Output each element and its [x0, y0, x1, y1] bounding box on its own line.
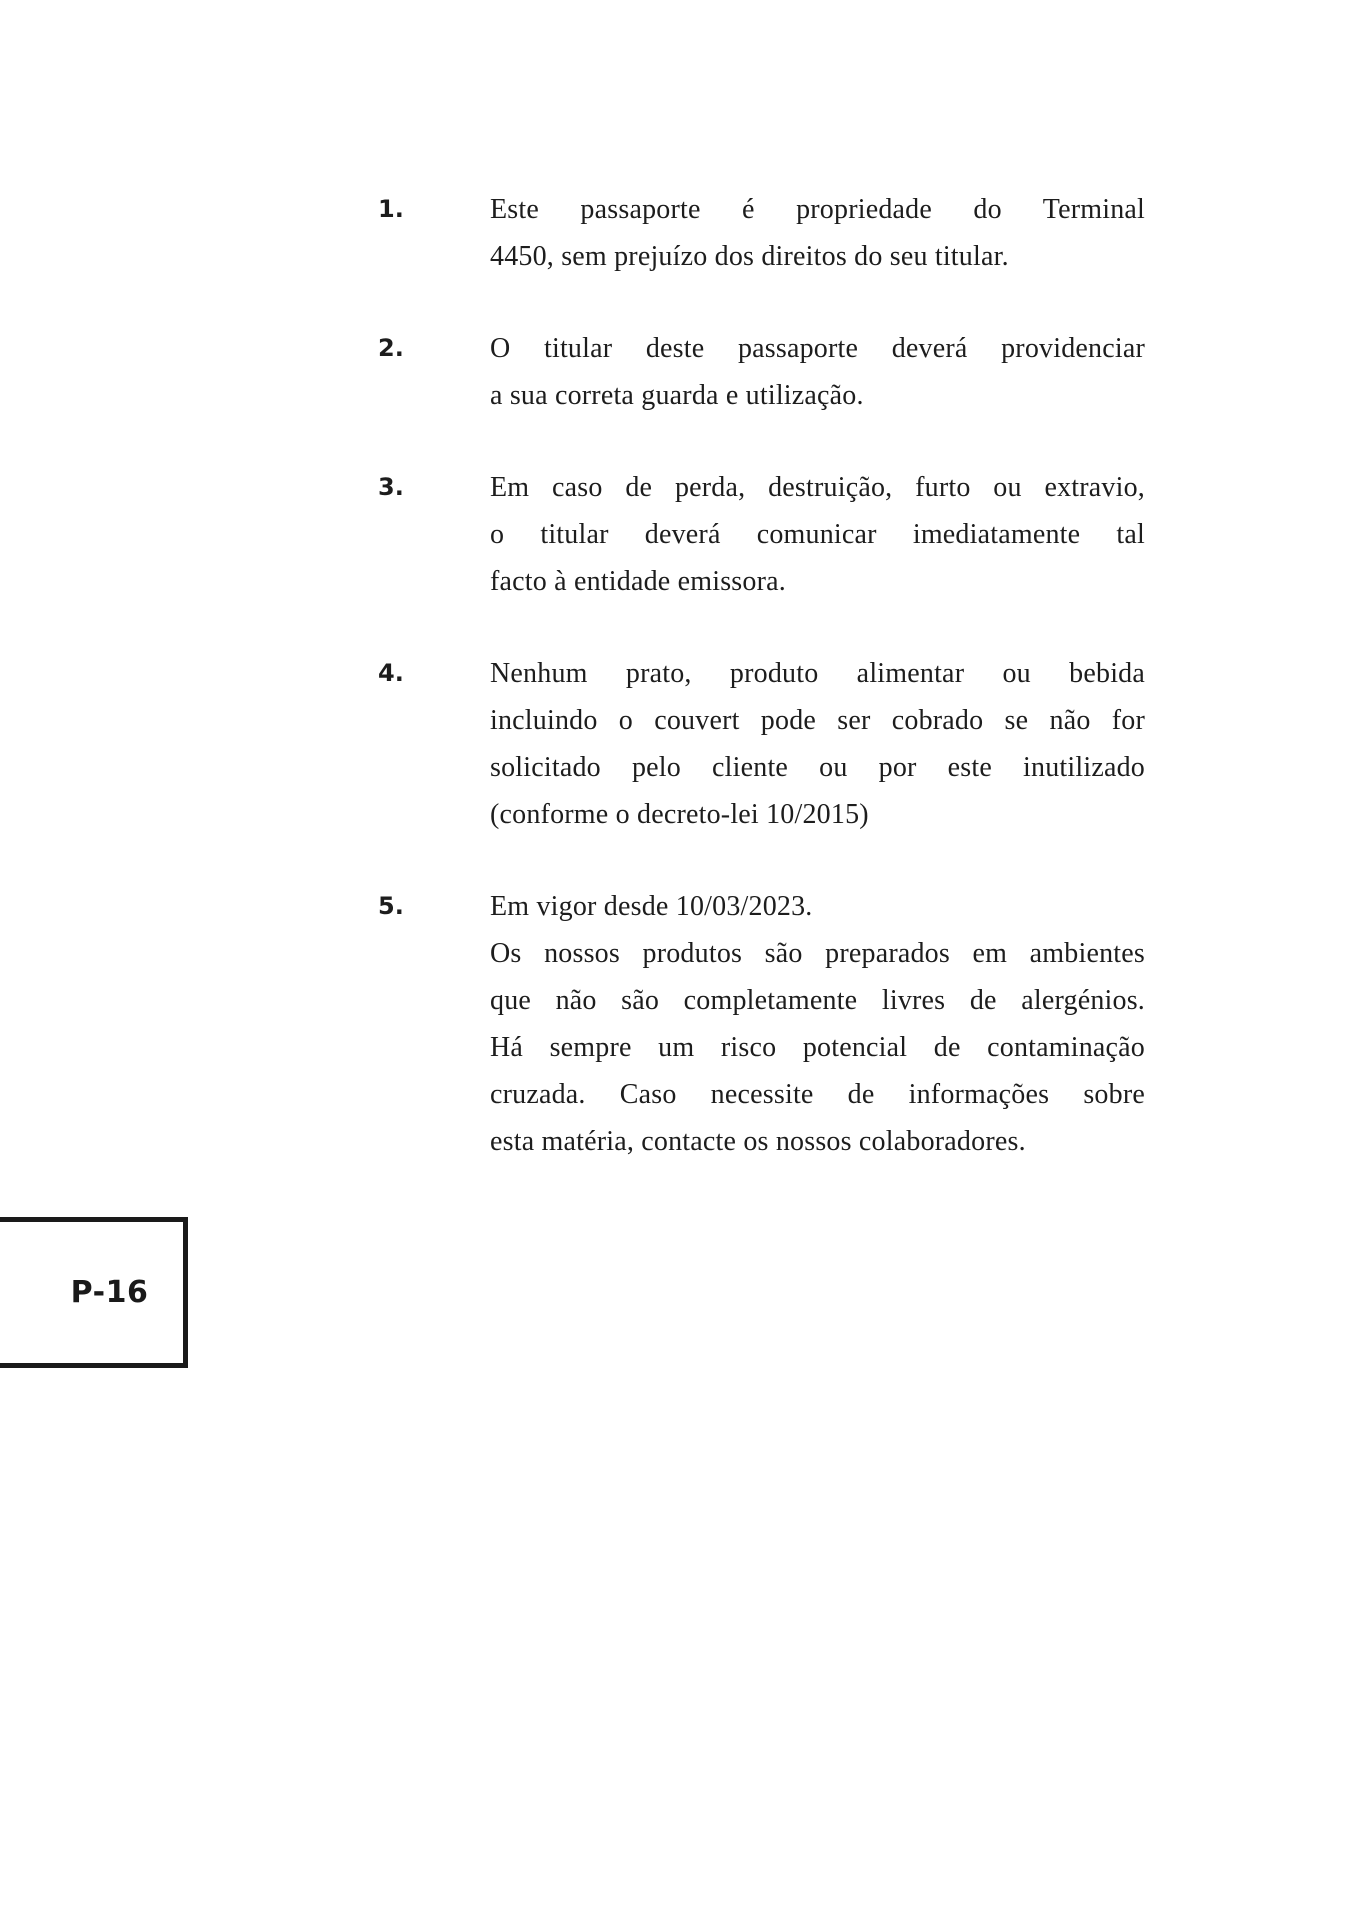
text-line: solicitado pelo cliente ou por este inutilizado — [490, 752, 1145, 783]
list-item — [378, 650, 1145, 838]
text-line: Em vigor desde 10/03/2023. — [490, 891, 813, 922]
text-line: Este passaporte é propriedade do Terminal — [490, 194, 1145, 225]
text-line: esta matéria, contacte os nossos colaboradores. — [490, 1126, 1026, 1157]
text-line: facto à entidade emissora. — [490, 566, 786, 597]
page-number-box — [0, 1217, 188, 1368]
list-item — [378, 186, 1145, 280]
item-number: 4. — [378, 659, 404, 687]
text-line: Nenhum prato, produto alimentar ou bebida — [490, 658, 1145, 689]
text-line: 4450, sem prejuízo dos direitos do seu titular. — [490, 241, 1009, 272]
text-line: a sua correta guarda e utilização. — [490, 380, 864, 411]
text-line: (conforme o decreto-lei 10/2015) — [490, 799, 869, 830]
item-number: 5. — [378, 892, 404, 920]
text-line: Há sempre um risco potencial de contaminação — [490, 1032, 1145, 1063]
item-text — [490, 464, 1145, 605]
text-line: cruzada. Caso necessite de informações sobre — [490, 1079, 1145, 1110]
text-line: incluindo o couvert pode ser cobrado se não for — [490, 705, 1145, 736]
item-number: 1. — [378, 195, 404, 223]
item-number: 2. — [378, 334, 404, 362]
text-line: O titular deste passaporte deverá providenciar — [490, 333, 1145, 364]
text-line: o titular deverá comunicar imediatamente tal — [490, 519, 1145, 550]
item-number: 3. — [378, 473, 404, 501]
list-item — [378, 325, 1145, 419]
item-text — [490, 325, 1145, 419]
item-text — [490, 883, 1145, 1165]
item-text — [490, 186, 1145, 280]
text-line: Os nossos produtos são preparados em ambientes — [490, 938, 1145, 969]
page-number: P-16 — [70, 1275, 149, 1310]
text-line: que não são completamente livres de alergénios. — [490, 985, 1145, 1016]
list-item — [378, 464, 1145, 605]
notice-list — [378, 186, 1145, 1210]
list-item — [378, 883, 1145, 1165]
item-text — [490, 650, 1145, 838]
text-line: Em caso de perda, destruição, furto ou extravio, — [490, 472, 1145, 503]
